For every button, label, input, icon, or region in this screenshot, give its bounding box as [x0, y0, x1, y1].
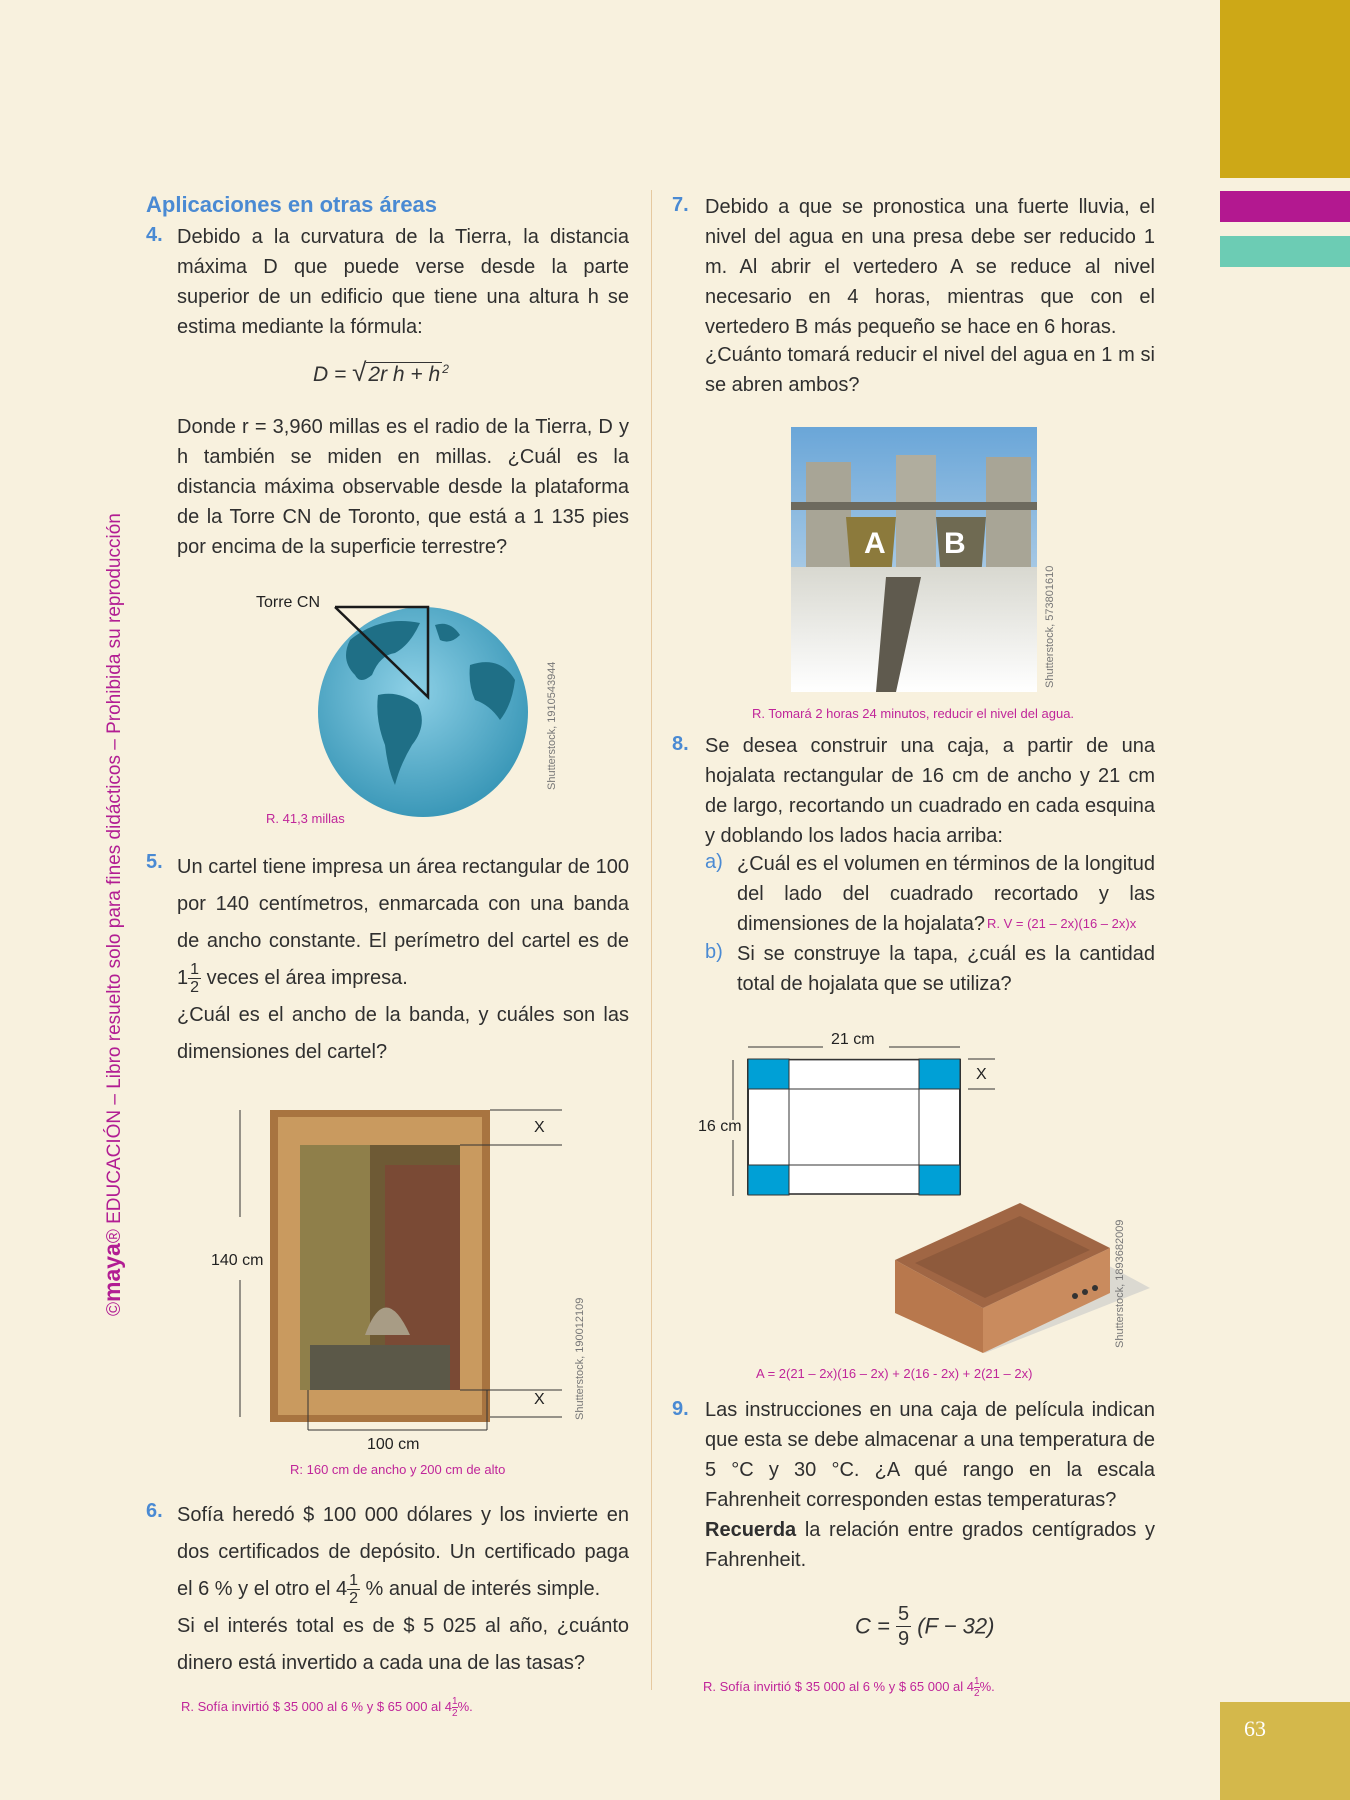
recuerda-bold: Recuerda	[705, 1519, 797, 1541]
problem-6-text-a: Sofía heredó $ 100 000 dólares y los invierte en dos certificados de depósito. Un certificado paga el 6 % y el otro el 4	[177, 1504, 629, 1600]
sqrt-icon: √	[352, 357, 367, 387]
formula-fraction	[896, 1602, 911, 1651]
problem-5-number: 5.	[146, 851, 163, 873]
dam-tower-right	[986, 457, 1031, 582]
problem-9-number: 9.	[672, 1398, 689, 1420]
problem-6-text	[177, 1497, 629, 1682]
answer-text: R. Sofía invirtió $ 35 000 al 6 % y $ 65 000 al 4	[703, 1678, 975, 1694]
problem-7-text: Debido a que se pronostica una fuerte lluvia, el nivel del agua en una presa debe ser reducido 1 m. Al abrir el vertedero A se reduce al nivel necesario en 4 horas, mientras que con el vertedero B más pequeño se hace en 6 horas.	[705, 196, 1155, 338]
formula-exponent: 2	[442, 362, 449, 376]
column-divider	[651, 190, 652, 1690]
box-dot-3	[1092, 1285, 1098, 1291]
dam-tower-left	[806, 462, 851, 582]
page-number-box	[1220, 1702, 1350, 1800]
problem-4-number: 4.	[146, 224, 163, 246]
poster-height-label: 140 cm	[211, 1252, 264, 1269]
fraction-denominator: 2	[190, 979, 200, 997]
problem-4-formula	[313, 357, 449, 388]
sheet-x-label: X	[976, 1066, 987, 1083]
torre-cn-label: Torre CN	[256, 594, 321, 611]
fraction-denominator: 2	[349, 1590, 358, 1608]
formula-rest: (F − 32)	[917, 1613, 995, 1639]
problem-5-text-b: veces el área impresa.	[201, 967, 408, 989]
problem-8a-text: ¿Cuál es el volumen en términos de la longitud del lado del cuadrado recortado y las dimensiones de la hojalata?	[737, 853, 1155, 935]
spillway-b-label: B	[944, 527, 966, 560]
problem-5-text	[177, 849, 629, 1071]
fraction-numerator: 1	[190, 961, 200, 979]
fraction-denominator: 9	[897, 1628, 910, 1650]
globe-credit: Shutterstock, 1910543944	[546, 661, 558, 790]
corner-square-br	[919, 1165, 960, 1195]
problem-4-intro: Debido a la curvatura de la Tierra, la distancia máxima D que puede verse desde la parte superior de un edificio que tiene una altura h se estima mediante la fórmula:	[177, 226, 629, 338]
gold-color-tab	[1220, 0, 1350, 178]
problem-7-answer: R. Tomará 2 horas 24 minutos, reducir el nivel del agua.	[752, 706, 1075, 721]
problem-9-formula	[855, 1602, 994, 1651]
problem-8a-answer: R. V = (21 – 2x)(16 – 2x)x	[987, 916, 1137, 931]
answer-suffix: %.	[457, 1698, 473, 1714]
dam-bridge	[791, 502, 1037, 510]
recuerda-text: la relación entre grados centígrados y Fahrenheit.	[705, 1519, 1155, 1571]
teal-color-tab	[1220, 236, 1350, 267]
problem-8-answer: A = 2(21 – 2x)(16 – 2x) + 2(16 - 2x) + 2(21 – 2x)	[756, 1366, 1033, 1381]
problem-8-number: 8.	[672, 733, 689, 755]
problem-7-number: 7.	[672, 194, 689, 216]
magenta-color-tab	[1220, 191, 1350, 222]
box-dot-1	[1072, 1293, 1078, 1299]
problem-6-fraction	[347, 1572, 360, 1607]
problem-5-fraction	[188, 961, 201, 996]
problem-5-text-a: Un cartel tiene impresa un área rectangular de 100 por 140 centímetros, enmarcada con una banda de ancho constante. El perímetro del cartel es de 1	[177, 856, 629, 989]
formula-c: C =	[855, 1613, 890, 1639]
poster-credit: Shutterstock, 190012109	[574, 1297, 586, 1420]
formula-d: D =	[313, 363, 347, 386]
sheet-diagram	[700, 1030, 1020, 1205]
poster-width-label: 100 cm	[367, 1436, 420, 1453]
box-credit: Shutterstock, 1893682009	[1114, 1219, 1126, 1348]
sidebar-copyright: ©maya® EDUCACIÓN – Libro resuelto solo para fines didácticos – Prohibida su reproducción	[99, 513, 125, 1316]
poster-diagram	[200, 1105, 580, 1450]
sheet-width-label: 21 cm	[831, 1031, 875, 1048]
problem-6-text-b: % anual de interés simple.	[360, 1578, 601, 1600]
problem-5-answer: R: 160 cm de ancho y 200 cm de alto	[290, 1462, 506, 1477]
dam-credit: Shutterstock, 573801610	[1044, 565, 1056, 688]
problem-4-body: Donde r = 3,960 millas es el radio de la Tierra, D y h también se miden en millas. ¿Cuál es la distancia máxima observable desde la plataforma de la Torre CN de Toronto, que está a 1 135 pies por encima de la superficie terrestre?	[177, 416, 629, 558]
problem-7-question: ¿Cuánto tomará reducir el nivel del agua en 1 m si se abren ambos?	[705, 344, 1155, 396]
problem-9-answer	[703, 1676, 995, 1699]
answer-suffix: %.	[979, 1678, 995, 1694]
fraction-numerator: 5	[897, 1603, 910, 1625]
fraction-numerator: 1	[974, 1676, 980, 1687]
fraction-numerator: 1	[349, 1572, 358, 1590]
spillway-a-label: A	[864, 527, 886, 560]
problem-6-number: 6.	[146, 1500, 163, 1522]
formula-radicand: 2r h + h	[368, 363, 441, 386]
corner-square-tr	[919, 1059, 960, 1089]
problem-6-text-c: Si el interés total es de $ 5 025 al año, ¿cuánto dinero está invertido a cada una de las tasas?	[177, 1615, 629, 1674]
poster-x-label-bottom: X	[534, 1391, 545, 1408]
problem-8-text: Se desea construir una caja, a partir de una hojalata rectangular de 16 cm de ancho y 21 cm de largo, recortando un cuadrado en cada esquina y doblando los lados hacia arriba:	[705, 735, 1155, 847]
problem-5-text-c: ¿Cuál es el ancho de la banda, y cuáles son las dimensiones del cartel?	[177, 1004, 629, 1063]
brand-logo: maya	[99, 1243, 125, 1302]
problem-8b-label: b)	[705, 941, 723, 963]
sheet-height-label: 16 cm	[698, 1118, 742, 1135]
problem-4-answer: R. 41,3 millas	[266, 811, 345, 826]
fraction-denominator: 2	[974, 1688, 980, 1699]
problem-9-text: Las instrucciones en una caja de película indican que esta se debe almacenar a una temperatura de 5 °C y 30 °C. ¿A qué rango en la escala Fahrenheit corresponden estas temperaturas?	[705, 1399, 1155, 1511]
section-title: Aplicaciones en otras áreas	[146, 192, 438, 217]
box-dot-2	[1082, 1289, 1088, 1295]
problem-9-recuerda	[705, 1515, 1155, 1575]
fraction-numerator: 1	[452, 1696, 458, 1707]
fraction-denominator: 2	[452, 1708, 458, 1719]
answer-text: R. Sofía invirtió $ 35 000 al 6 % y $ 65 000 al 4	[181, 1698, 453, 1714]
sidebar-text: EDUCACIÓN – Libro resuelto solo para fines didácticos – Prohibida su reproducción	[104, 513, 125, 1224]
page-number: 63	[1244, 1716, 1266, 1741]
dam-photo	[791, 427, 1037, 692]
poster-x-label-top: X	[534, 1119, 545, 1136]
corner-square-tl	[748, 1059, 789, 1089]
globe-illustration	[300, 595, 530, 820]
painting-street	[310, 1345, 450, 1390]
problem-8b-text: Si se construye la tapa, ¿cuál es la cantidad total de hojalata que se utiliza?	[737, 943, 1155, 995]
dam-tower-center	[896, 455, 936, 585]
problem-6-answer	[181, 1696, 473, 1719]
corner-square-bl	[748, 1165, 789, 1195]
problem-8a-label: a)	[705, 851, 723, 873]
